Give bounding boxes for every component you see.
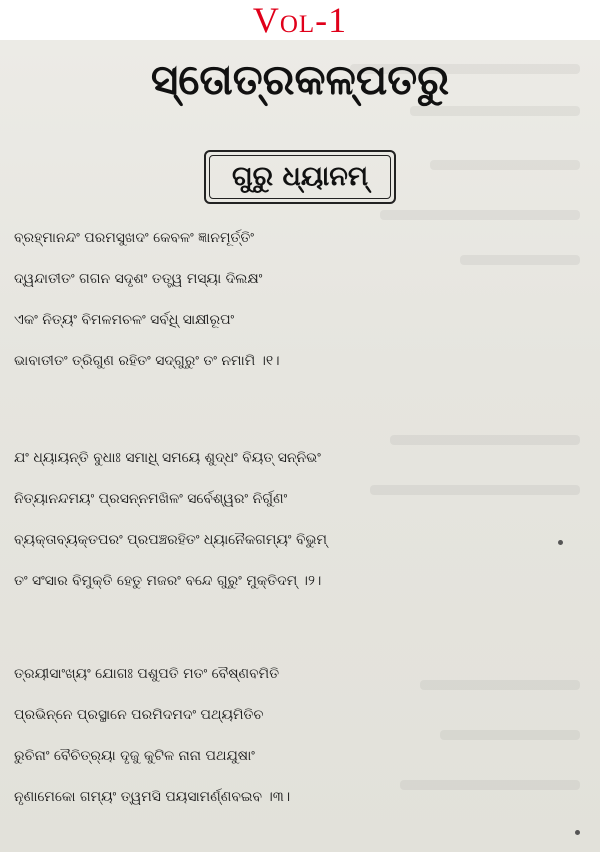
print-speck bbox=[575, 830, 580, 835]
print-speck bbox=[558, 540, 563, 545]
verse-2 bbox=[14, 438, 594, 602]
verse-line: ନୃଣାମେକୋ ଗମ୍ୟଂ ତ୍ୱମସି ପୟସାମର୍ଣ୍ଣବଇବ ।୩। bbox=[14, 789, 291, 805]
verse-line: ଯଂ ଧ୍ୟାୟନ୍ତି ବୁଧାଃ ସମାଧି୍ ସମୟେ ଶୁଦ୍ଧଂ ବିୟତ୍ ସନ୍ନିଭଂ bbox=[14, 450, 321, 466]
book-title: ସ୍ତୋତ୍ରକଳ୍ପତରୁ bbox=[150, 55, 450, 104]
verse-3 bbox=[14, 654, 594, 818]
section-heading-frame bbox=[204, 150, 396, 204]
verse-1 bbox=[14, 218, 594, 382]
verse-line: ବ୍ରହ୍ମାନନ୍ଦଂ ପରମସୁଖଦଂ କେବଳଂ ଜ୍ଞାନମୂର୍ତ୍ତିଂ bbox=[14, 230, 254, 246]
verse-line: ପ୍ରଭିନ୍ନେ ପ୍ରସ୍ଥାନେ ପରମିଦମଦଂ ପଥ୍ୟମିତିଚ bbox=[14, 707, 264, 723]
verse-line: ଭାବାତୀତଂ ତ୍ରିଗୁଣ ରହିତଂ ସଦ୍‌ଗୁରୁଂ ତଂ ନମାମି ।୧। bbox=[14, 353, 280, 369]
verse-line: ବ୍ୟକ୍ତାବ୍ୟକ୍ତପରଂ ପ୍ରପଞ୍ଚରହିତଂ ଧ୍ୟାନୈକଗମ୍ୟଂ ବିଭୁମ୍ bbox=[14, 532, 328, 548]
verse-line: ଦ୍ୱନ୍ଦାତୀତଂ ଗଗନ ସଦୃଶଂ ତତ୍ତ୍ୱ ମସ୍ୟା ଦିଲକ୍ଷଂ bbox=[14, 271, 263, 287]
verse-line: ତ୍ରୟୀସାଂଖ୍ୟଂ ଯୋଗଃ ପଶୁପତି ମତଂ ବୈଷ୍ଣବମିତି bbox=[14, 666, 280, 682]
verse-line: ରୁଚିନାଂ ବୈଚିତ୍ର୍ୟା ଦୃଜୁ କୁଟିଳ ନାନା ପଥଯୁଷାଂ bbox=[14, 748, 255, 764]
verse-line: ତଂ ସଂସାର ବିମୁକ୍ତି ହେତୁ ମଜରଂ ବନ୍ଦେ ଗୁରୁଂ ମୁକ୍ତିଦମ୍ ।୨। bbox=[14, 573, 322, 589]
volume-label: Vol-1 bbox=[252, 0, 348, 40]
section-heading-box bbox=[0, 150, 600, 204]
verse-line: ଏକଂ ନିତ୍ୟଂ ବିମଳମଚଳଂ ସର୍ବଧି୍ ସାକ୍ଷୀରୂପଂ bbox=[14, 312, 235, 328]
section-heading: ଗୁରୁ ଧ୍ୟାନମ୍ bbox=[209, 155, 391, 199]
verse-line: ନିତ୍ୟାନନ୍ଦମୟଂ ପ୍ରସନ୍ନମଖିଳଂ ସର୍ବେଶ୍ୱରଂ ନିର୍ଗୁଣଂ bbox=[14, 491, 288, 507]
book-page bbox=[0, 40, 600, 852]
